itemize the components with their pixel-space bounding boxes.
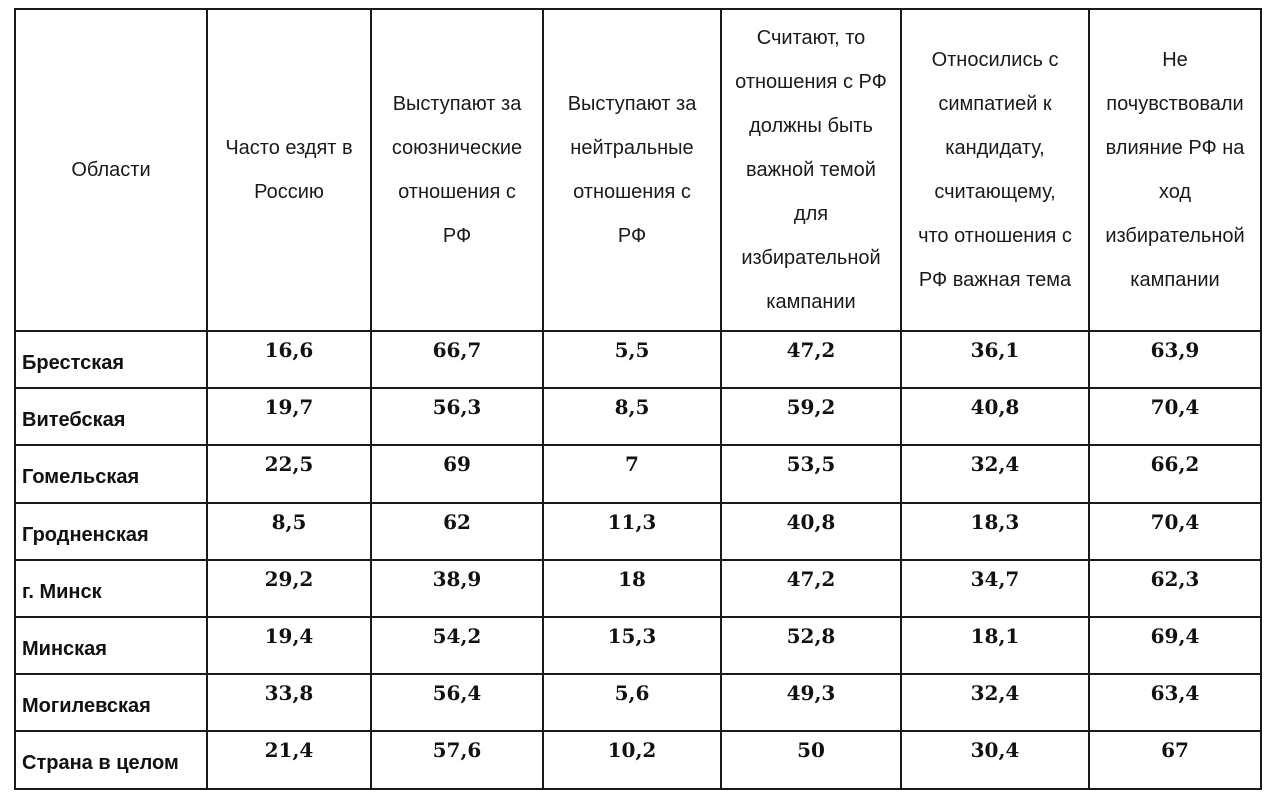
value-cell: 50 [721, 731, 901, 788]
region-cell: г. Минск [15, 560, 207, 617]
value-cell: 66,2 [1089, 445, 1261, 502]
value-cell: 18 [543, 560, 721, 617]
value-cell: 32,4 [901, 674, 1089, 731]
table-row [15, 560, 1261, 617]
value-cell: 70,4 [1089, 388, 1261, 445]
header-line: Выступают за [392, 93, 522, 115]
table-row [15, 503, 1261, 560]
header-line: избирательной [741, 247, 881, 269]
value-cell: 63,4 [1089, 674, 1261, 731]
value-cell: 66,7 [371, 331, 543, 388]
region-cell: Гомельская [15, 445, 207, 502]
header-line: отношения с [398, 181, 516, 203]
region-cell: Минская [15, 617, 207, 674]
header-neutral-relations [543, 9, 721, 331]
header-travel-to-russia [207, 9, 371, 331]
header-line: ход [1158, 181, 1192, 203]
header-line: считающему, [934, 181, 1056, 203]
header-line: кампании [766, 291, 856, 313]
value-cell: 70,4 [1089, 503, 1261, 560]
table-row [15, 388, 1261, 445]
header-line: Не [1162, 49, 1188, 71]
value-cell: 54,2 [371, 617, 543, 674]
value-cell: 33,8 [207, 674, 371, 731]
region-cell: Брестская [15, 331, 207, 388]
value-cell: 18,1 [901, 617, 1089, 674]
value-cell: 62 [371, 503, 543, 560]
value-cell: 21,4 [207, 731, 371, 788]
region-cell: Гродненская [15, 503, 207, 560]
header-line: союзнические [391, 137, 523, 159]
value-cell: 49,3 [721, 674, 901, 731]
header-line: Выступают за [567, 93, 697, 115]
header-regions [15, 9, 207, 331]
header-line: Относились с [931, 49, 1059, 71]
table-row [15, 617, 1261, 674]
value-cell: 15,3 [543, 617, 721, 674]
value-cell: 69,4 [1089, 617, 1261, 674]
value-cell: 47,2 [721, 560, 901, 617]
value-cell: 69 [371, 445, 543, 502]
value-cell: 59,2 [721, 388, 901, 445]
value-cell: 52,8 [721, 617, 901, 674]
value-cell: 40,8 [901, 388, 1089, 445]
region-cell: Витебская [15, 388, 207, 445]
value-cell: 47,2 [721, 331, 901, 388]
header-line: кандидату, [945, 137, 1045, 159]
header-sympathy-candidate [901, 9, 1089, 331]
value-cell: 32,4 [901, 445, 1089, 502]
value-cell: 19,7 [207, 388, 371, 445]
value-cell: 57,6 [371, 731, 543, 788]
header-line: важной темой [746, 159, 876, 181]
header-line: симпатией к [938, 93, 1052, 115]
value-cell: 7 [543, 445, 721, 502]
header-important-topic [721, 9, 901, 331]
value-cell: 29,2 [207, 560, 371, 617]
header-no-influence [1089, 9, 1261, 331]
value-cell: 30,4 [901, 731, 1089, 788]
header-line: отношения с [573, 181, 691, 203]
header-line: Часто ездят в [225, 137, 353, 159]
survey-table [14, 8, 1262, 790]
header-line: что отношения с [918, 225, 1072, 247]
value-cell: 5,6 [543, 674, 721, 731]
header-row [15, 9, 1261, 331]
value-cell: 8,5 [543, 388, 721, 445]
header-line: РФ важная тема [918, 269, 1072, 291]
header-line: для [793, 203, 829, 225]
value-cell: 19,4 [207, 617, 371, 674]
table-row-total [15, 731, 1261, 788]
header-line: Считают, то [756, 27, 866, 49]
value-cell: 22,5 [207, 445, 371, 502]
value-cell: 11,3 [543, 503, 721, 560]
value-cell: 53,5 [721, 445, 901, 502]
value-cell: 38,9 [371, 560, 543, 617]
header-line: РФ [442, 225, 472, 247]
value-cell: 56,4 [371, 674, 543, 731]
header-line: Области [71, 159, 151, 181]
table-row [15, 445, 1261, 502]
value-cell: 8,5 [207, 503, 371, 560]
header-line: Россию [254, 181, 324, 203]
value-cell: 62,3 [1089, 560, 1261, 617]
region-cell: Могилевская [15, 674, 207, 731]
value-cell: 18,3 [901, 503, 1089, 560]
table-row [15, 674, 1261, 731]
value-cell: 16,6 [207, 331, 371, 388]
header-line: почувствовали [1106, 93, 1244, 115]
value-cell: 63,9 [1089, 331, 1261, 388]
table-row [15, 331, 1261, 388]
value-cell: 67 [1089, 731, 1261, 788]
value-cell: 5,5 [543, 331, 721, 388]
value-cell: 10,2 [543, 731, 721, 788]
header-line: отношения с РФ [735, 71, 887, 93]
value-cell: 36,1 [901, 331, 1089, 388]
value-cell: 40,8 [721, 503, 901, 560]
header-line: нейтральные [570, 137, 694, 159]
header-line: РФ [617, 225, 647, 247]
header-line: избирательной [1105, 225, 1245, 247]
header-line: должны быть [749, 115, 873, 137]
header-allied-relations [371, 9, 543, 331]
value-cell: 34,7 [901, 560, 1089, 617]
header-line: влияние РФ на [1105, 137, 1245, 159]
region-cell: Страна в целом [15, 731, 207, 788]
header-line: кампании [1130, 269, 1220, 291]
value-cell: 56,3 [371, 388, 543, 445]
